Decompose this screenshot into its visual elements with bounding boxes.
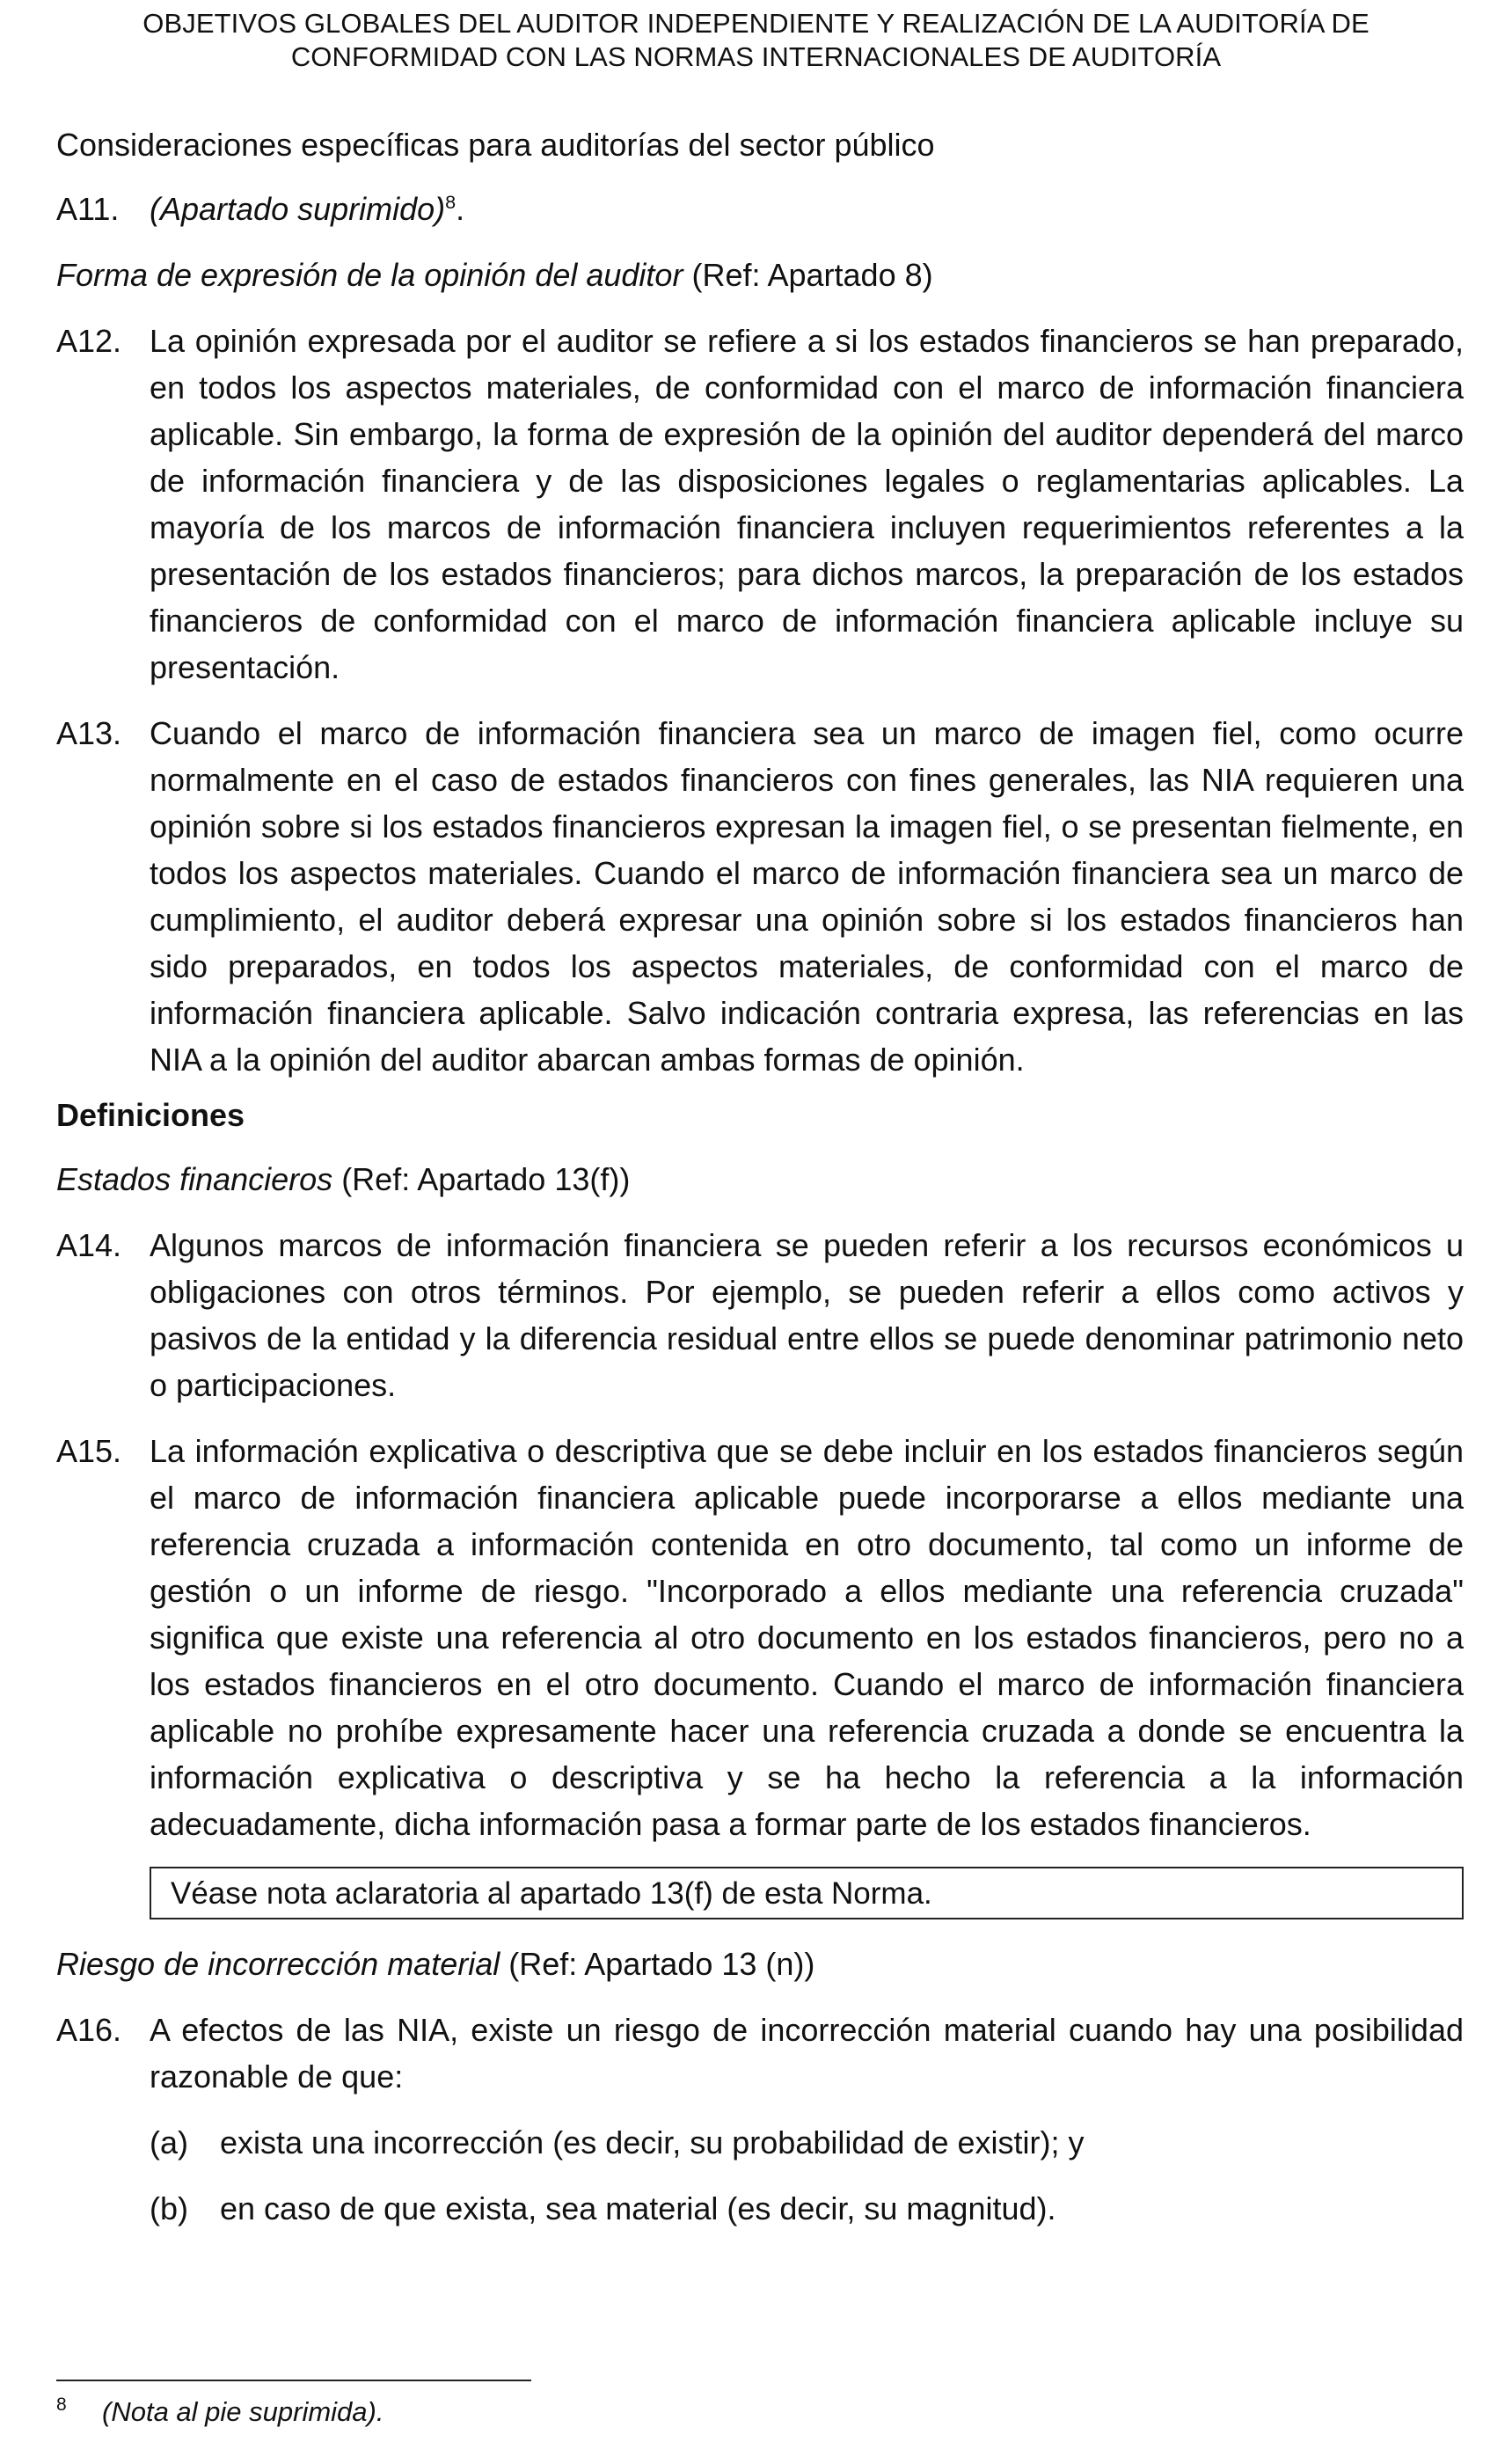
section-heading-public-sector: Consideraciones específicas para auditorías del sector público — [56, 127, 935, 163]
suppressed-paragraph-text: (Apartado suprimido) — [150, 191, 446, 227]
clarification-note-box: Véase nota aclaratoria al apartado 13(f) de esta Norma. — [150, 1867, 1464, 1919]
list-item-a — [150, 2119, 1464, 2166]
header-line-2: CONFORMIDAD CON LAS NORMAS INTERNACIONALES DE AUDITORÍA — [290, 41, 1222, 72]
paragraph-number: A15. — [56, 1433, 122, 1469]
document-body — [56, 121, 1464, 2251]
paragraph-a16 — [56, 2007, 1464, 2100]
footnote-ref[interactable]: 8 — [445, 191, 457, 213]
paragraph-number: A14. — [56, 1227, 122, 1263]
footnote-number: 8 — [56, 2394, 67, 2415]
paragraph-text: Algunos marcos de información financiera se pueden referir a los recursos económicos u obligaciones con otros términos. Por ejemplo, se pueden referir a ellos como activos y pasivos de la entidad y la diferencia residual entre ellos se puede denominar patrimonio neto o participaciones. — [150, 1227, 1464, 1403]
subheading-title: Forma de expresión de la opinión del auditor — [56, 257, 683, 293]
list-item-text: exista una incorrección (es decir, su probabilidad de existir); y — [220, 2124, 1085, 2161]
paragraph-text: La información explicativa o descriptiva que se debe incluir en los estados financieros según el marco de información financiera aplicable puede incorporarse a ellos mediante una referencia cruzada a información contenida en otro documento, tal como un informe de gestión o un informe de riesgo. "Incorporado a ellos mediante una referencia cruzada" significa que existe una referencia al otro documento en los estados financieros, pero no a los estados financieros en el otro documento. Cuando el marco de información financiera aplicable no prohíbe expresamente hacer una referencia cruzada a donde se encuentra la información explicativa o descriptiva y se ha hecho la referencia a la información adecuadamente, dicha información pasa a formar parte de los estados financieros. — [150, 1433, 1464, 1842]
paragraph-a14 — [56, 1222, 1464, 1408]
subheading-reference: (Ref: Apartado 13(f)) — [332, 1161, 631, 1197]
footnote-text: (Nota al pie suprimida). — [102, 2396, 384, 2427]
list-item-label: (b) — [150, 2190, 188, 2226]
paragraph-text — [150, 186, 1464, 232]
list-item-b — [150, 2185, 1464, 2232]
paragraph-number: A11. — [56, 191, 120, 227]
paragraph-a15 — [56, 1428, 1464, 1847]
paragraph-number: A12. — [56, 323, 122, 359]
subheading-reference: (Ref: Apartado 8) — [683, 257, 933, 293]
paragraph-a11 — [56, 186, 1464, 232]
header-line-1: OBJETIVOS GLOBALES DEL AUDITOR INDEPENDIENTE Y REALIZACIÓN DE LA AUDITORÍA DE — [142, 8, 1370, 39]
subheading-title: Estados financieros — [56, 1161, 333, 1197]
list-item-text: en caso de que exista, sea material (es decir, su magnitud). — [220, 2190, 1056, 2226]
paragraph-a13 — [56, 710, 1464, 1083]
paragraph-number: A16. — [56, 2012, 122, 2048]
subheading-title: Riesgo de incorrección material — [56, 1946, 500, 1982]
footnote-divider — [56, 2380, 531, 2381]
period: . — [456, 191, 465, 227]
subheading-opinion-form — [56, 252, 1464, 298]
page-header — [0, 7, 1512, 74]
paragraph-text: A efectos de las NIA, existe un riesgo de incorrección material cuando hay una posibilidad razonable de que: — [150, 2012, 1464, 2095]
section-heading-definitions: Definiciones — [56, 1097, 245, 1133]
paragraph-number: A13. — [56, 715, 122, 751]
subheading-financial-statements — [56, 1156, 1464, 1203]
paragraph-text: La opinión expresada por el auditor se refiere a si los estados financieros se han preparado, en todos los aspectos materiales, de conformidad con el marco de información financiera aplicable. Sin embargo, la forma de expresión de la opinión del auditor dependerá del marco de información financiera y de las disposiciones legales o reglamentarias aplicables. La mayoría de los marcos de información financiera incluyen requerimientos referentes a la presentación de los estados financieros; para dichos marcos, la preparación de los estados financieros de conformidad con el marco de información financiera aplicable incluye su presentación. — [150, 323, 1464, 685]
paragraph-a12 — [56, 318, 1464, 691]
subheading-reference: (Ref: Apartado 13 (n)) — [500, 1946, 815, 1982]
paragraph-text: Cuando el marco de información financiera sea un marco de imagen fiel, como ocurre normalmente en el caso de estados financieros con fines generales, las NIA requieren una opinión sobre si los estados financieros expresan la imagen fiel, o se presentan fielmente, en todos los aspectos materiales. Cuando el marco de información financiera sea un marco de cumplimiento, el auditor deberá expresar una opinión sobre si los estados financieros han sido preparados, en todos los aspectos materiales, de conformidad con el marco de información financiera aplicable. Salvo indicación contraria expresa, las referencias en las NIA a la opinión del auditor abarcan ambas formas de opinión. — [150, 715, 1464, 1078]
footnote — [56, 2394, 383, 2430]
list-item-label: (a) — [150, 2124, 188, 2161]
subheading-material-misstatement-risk — [56, 1941, 1464, 1987]
